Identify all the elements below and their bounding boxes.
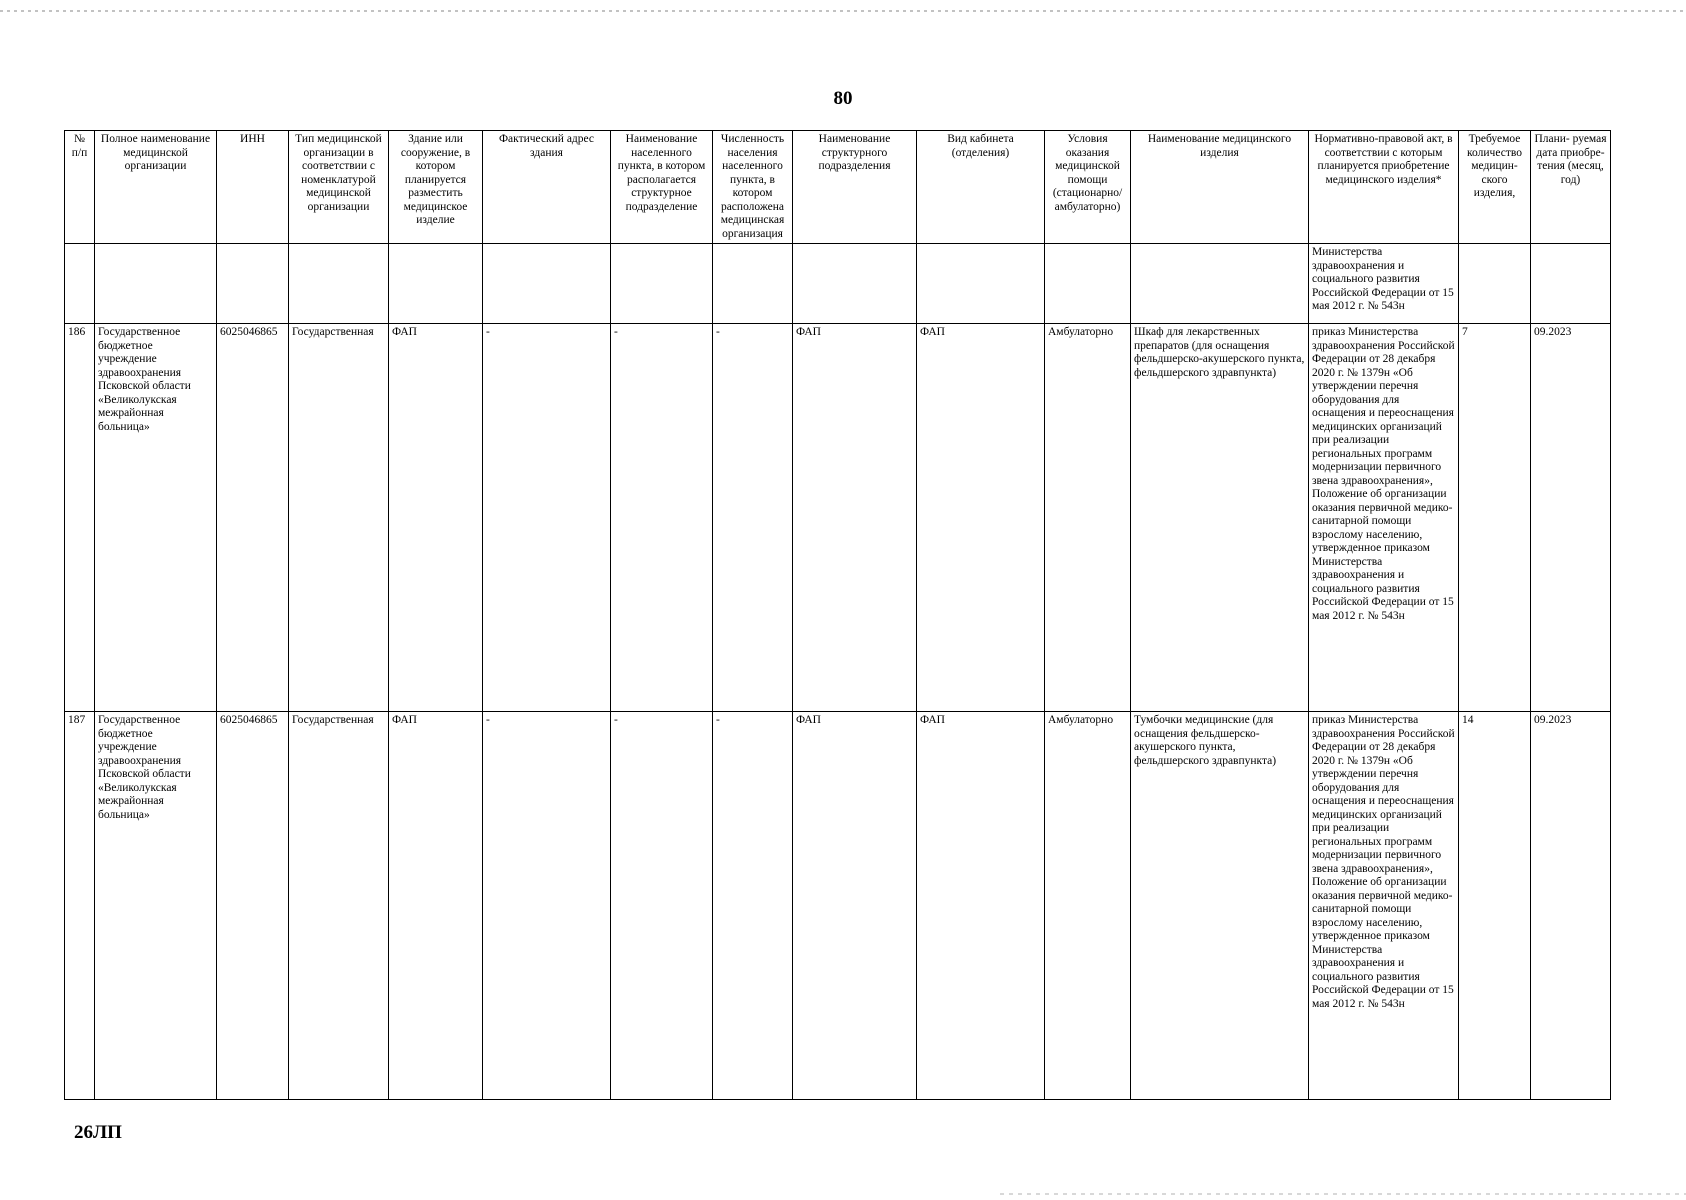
equipment-table bbox=[64, 130, 1611, 1100]
table-row-continuation bbox=[65, 244, 1611, 324]
header-building: Здание или сооружение, в котором планируется разместить медицинское изделие bbox=[389, 131, 483, 244]
cell-subdivision: ФАП bbox=[793, 324, 917, 712]
header-address: Фактический адрес здания bbox=[483, 131, 611, 244]
header-num: № п/п bbox=[65, 131, 95, 244]
cell-org-name: Государственное бюджетное учреждение здравоохранения Псковской области «Великолукская межрайонная больница» bbox=[95, 324, 217, 712]
table-row bbox=[65, 324, 1611, 712]
header-org-type: Тип медицинской организации в соответствии с номенклатурой медицинской организации bbox=[289, 131, 389, 244]
header-locality: Наименование населенного пункта, в котором располагается структурное подразделение bbox=[611, 131, 713, 244]
cell-population: - bbox=[713, 712, 793, 1100]
cell-device: Шкаф для лекарственных препаратов (для оснащения фельдшерско-акушерского пункта, фельдшерского здравпункта) bbox=[1131, 324, 1309, 712]
cell-num: 186 bbox=[65, 324, 95, 712]
header-org-name: Полное наименование медицинской организации bbox=[95, 131, 217, 244]
cell-org-type: Государственная bbox=[289, 712, 389, 1100]
cell-building: ФАП bbox=[389, 324, 483, 712]
cell-org-name: Государственное бюджетное учреждение здравоохранения Псковской области «Великолукская межрайонная больница» bbox=[95, 712, 217, 1100]
scan-edge-top bbox=[0, 10, 1686, 12]
header-quantity: Требуемое количество медицин- ского изделия, bbox=[1459, 131, 1531, 244]
cell-inn: 6025046865 bbox=[217, 712, 289, 1100]
cell-address: - bbox=[483, 324, 611, 712]
header-subdivision: Наименование структурного подразделения bbox=[793, 131, 917, 244]
header-population: Численность населения населенного пункта, в котором расположена медицинская организация bbox=[713, 131, 793, 244]
cell-device: Тумбочки медицинские (для оснащения фельдшерско-акушерского пункта, фельдшерского здравпункта) bbox=[1131, 712, 1309, 1100]
header-conditions: Условия оказания медицинской помощи (стационарно/ амбулаторно) bbox=[1045, 131, 1131, 244]
cell-quantity: 14 bbox=[1459, 712, 1531, 1100]
cell-locality: - bbox=[611, 712, 713, 1100]
header-inn: ИНН bbox=[217, 131, 289, 244]
cell-subdivision: ФАП bbox=[793, 712, 917, 1100]
page-number: 80 bbox=[833, 88, 853, 109]
cell-date: 09.2023 bbox=[1531, 324, 1611, 712]
cell-cabinet: ФАП bbox=[917, 324, 1045, 712]
header-legal-act: Нормативно-правовой акт, в соответствии с которым планируется приобретение медицинского изделия* bbox=[1309, 131, 1459, 244]
cell-inn: 6025046865 bbox=[217, 324, 289, 712]
cell-org-type: Государственная bbox=[289, 324, 389, 712]
cell-num: 187 bbox=[65, 712, 95, 1100]
cell-conditions: Амбулаторно bbox=[1045, 712, 1131, 1100]
cell-cabinet: ФАП bbox=[917, 712, 1045, 1100]
cell-address: - bbox=[483, 712, 611, 1100]
header-device: Наименование медицинского изделия bbox=[1131, 131, 1309, 244]
cell-locality: - bbox=[611, 324, 713, 712]
document-code: 26ЛП bbox=[74, 1122, 122, 1143]
table-header-row bbox=[65, 131, 1611, 244]
cell-legal-act: приказ Министерства здравоохранения Российской Федерации от 28 декабря 2020 г. № 1379н «Об утверждении перечня оборудования для оснащения и переоснащения медицинских организаций при реализации региональных программ модернизации первичного звена здравоохранения», Положение об организации оказания первичной медико-санитарной помощи взрослому населению, утвержденное приказом Министерства здравоохранения и социального развития Российской Федерации от 15 мая 2012 г. № 543н bbox=[1309, 324, 1459, 712]
header-cabinet: Вид кабинета (отделения) bbox=[917, 131, 1045, 244]
table-row bbox=[65, 712, 1611, 1100]
cell-building: ФАП bbox=[389, 712, 483, 1100]
cell-legal-act: приказ Министерства здравоохранения Российской Федерации от 28 декабря 2020 г. № 1379н «Об утверждении перечня оборудования для оснащения и переоснащения медицинских организаций при реализации региональных программ модернизации первичного звена здравоохранения», Положение об организации оказания первичной медико-санитарной помощи взрослому населению, утвержденное приказом Министерства здравоохранения и социального развития Российской Федерации от 15 мая 2012 г. № 543н bbox=[1309, 712, 1459, 1100]
header-date: Плани- руемая дата приобре- тения (месяц, год) bbox=[1531, 131, 1611, 244]
scan-edge-bottom bbox=[1000, 1193, 1686, 1195]
cell-quantity: 7 bbox=[1459, 324, 1531, 712]
cell-conditions: Амбулаторно bbox=[1045, 324, 1131, 712]
cell-population: - bbox=[713, 324, 793, 712]
cell-date: 09.2023 bbox=[1531, 712, 1611, 1100]
cell-legal-act: Министерства здравоохранения и социального развития Российской Федерации от 15 мая 2012 г. № 543н bbox=[1309, 244, 1459, 324]
